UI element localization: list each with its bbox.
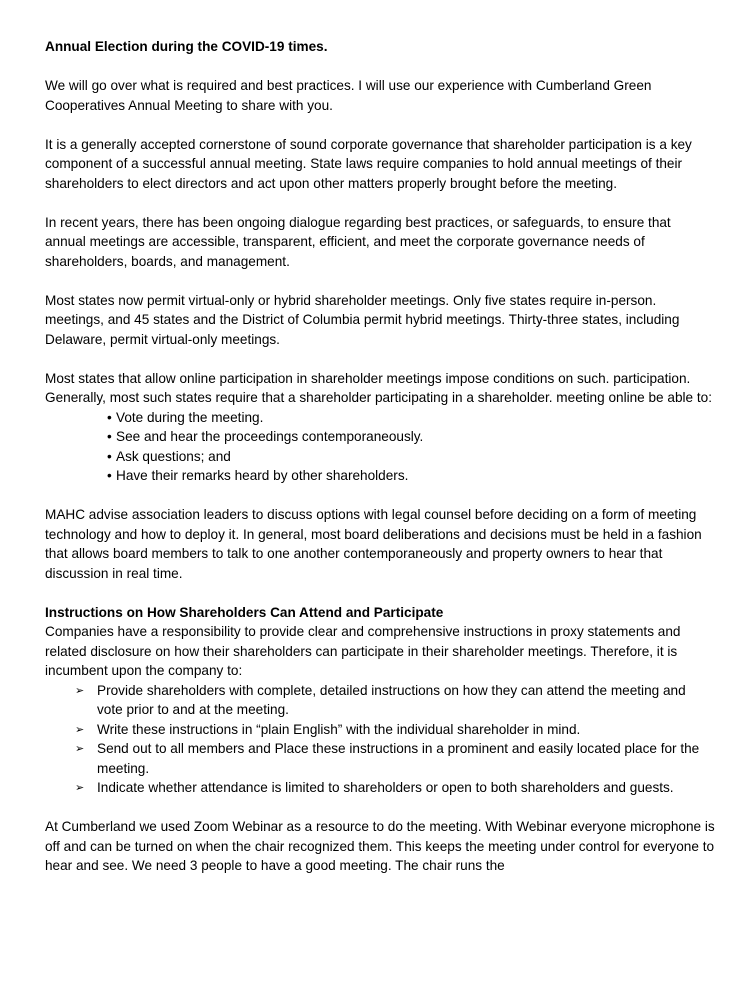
bullet-item: • Have their remarks heard by other shareholders. [107,466,715,486]
state-laws-paragraph: Most states now permit virtual-only or hybrid shareholder meetings. Only five states require in-person. meetings, and 45 states and the District of Columbia permit hybrid meetings. Thirty-three states, including Delaware, permit virtual-only meetings. [45,292,680,347]
intro-paragraph: We will go over what is required and best practices. I will use our experience with Cumberland Green Cooperatives Annual Meeting to share with you. [45,78,652,113]
online-participation-paragraph: Most states that allow online participation in shareholder meetings impose conditions on such. participation. Generally, most such states require that a shareholder participating in a shareholder. meeting online be able to: [45,370,712,405]
arrow-list-item-text: Write these instructions in “plain English” with the individual shareholder in mind. [97,721,581,737]
bullet-item: • See and hear the proceedings contemporaneously. [107,427,715,447]
governance-paragraph: It is a generally accepted cornerstone of sound corporate governance that shareholder participation is a key component of a successful annual meeting. State laws require companies to hold annual meetings of their shareholders to elect directors and act upon other matters properly brought before the meeting. [45,136,692,191]
instructions-heading: Instructions on How Shareholders Can Attend and Participate [45,604,444,620]
arrow-list-item [75,778,715,798]
bullet-item: • Vote during the meeting. [107,408,715,428]
document-page [45,37,715,876]
arrow-list-item-text: Send out to all members and Place these instructions in a prominent and easily located place for the meeting. [97,741,700,776]
mahc-advice-paragraph: MAHC advise association leaders to discuss options with legal counsel before deciding on a form of meeting technology and how to deploy it. In general, most board deliberations and decisions must be held in a fashion that allows board members to talk to one another contemporaneously and property owners to hear that discussion in real time. [45,507,702,581]
instructions-arrow-list [45,681,715,798]
participation-bullet-list [45,408,715,486]
bullet-item: • Ask questions; and [107,447,715,467]
arrow-bullet-icon: ➢ [75,683,85,697]
arrow-bullet-icon: ➢ [75,722,85,736]
arrow-list-item [75,681,715,720]
best-practices-paragraph: In recent years, there has been ongoing dialogue regarding best practices, or safeguards, to ensure that annual meetings are accessible, transparent, efficient, and meet the corporate governance needs of shareholders, boards, and management. [45,214,671,269]
arrow-list-item-text: Provide shareholders with complete, detailed instructions on how they can attend the meeting and vote prior to and at the meeting. [97,682,686,717]
arrow-bullet-icon: ➢ [75,742,85,755]
arrow-list-item [75,720,715,740]
document-title: Annual Election during the COVID-19 times. [45,39,328,54]
arrow-bullet-icon: ➢ [75,781,85,794]
instructions-paragraph: Companies have a responsibility to provide clear and comprehensive instructions in proxy statements and related disclosure on how their shareholders can participate in their shareholder meetings. Therefore, it is incumbent upon the company to: [45,624,681,678]
arrow-list-item-text: Indicate whether attendance is limited to shareholders or open to both shareholders and guests. [97,780,674,795]
zoom-webinar-paragraph: At Cumberland we used Zoom Webinar as a resource to do the meeting. With Webinar everyone microphone is off and can be turned on when the chair recognized them. This keeps the meeting under control for everyone to hear and see. We need 3 people to have a good meeting. The chair runs the [45,819,715,873]
arrow-list-item [75,739,715,778]
